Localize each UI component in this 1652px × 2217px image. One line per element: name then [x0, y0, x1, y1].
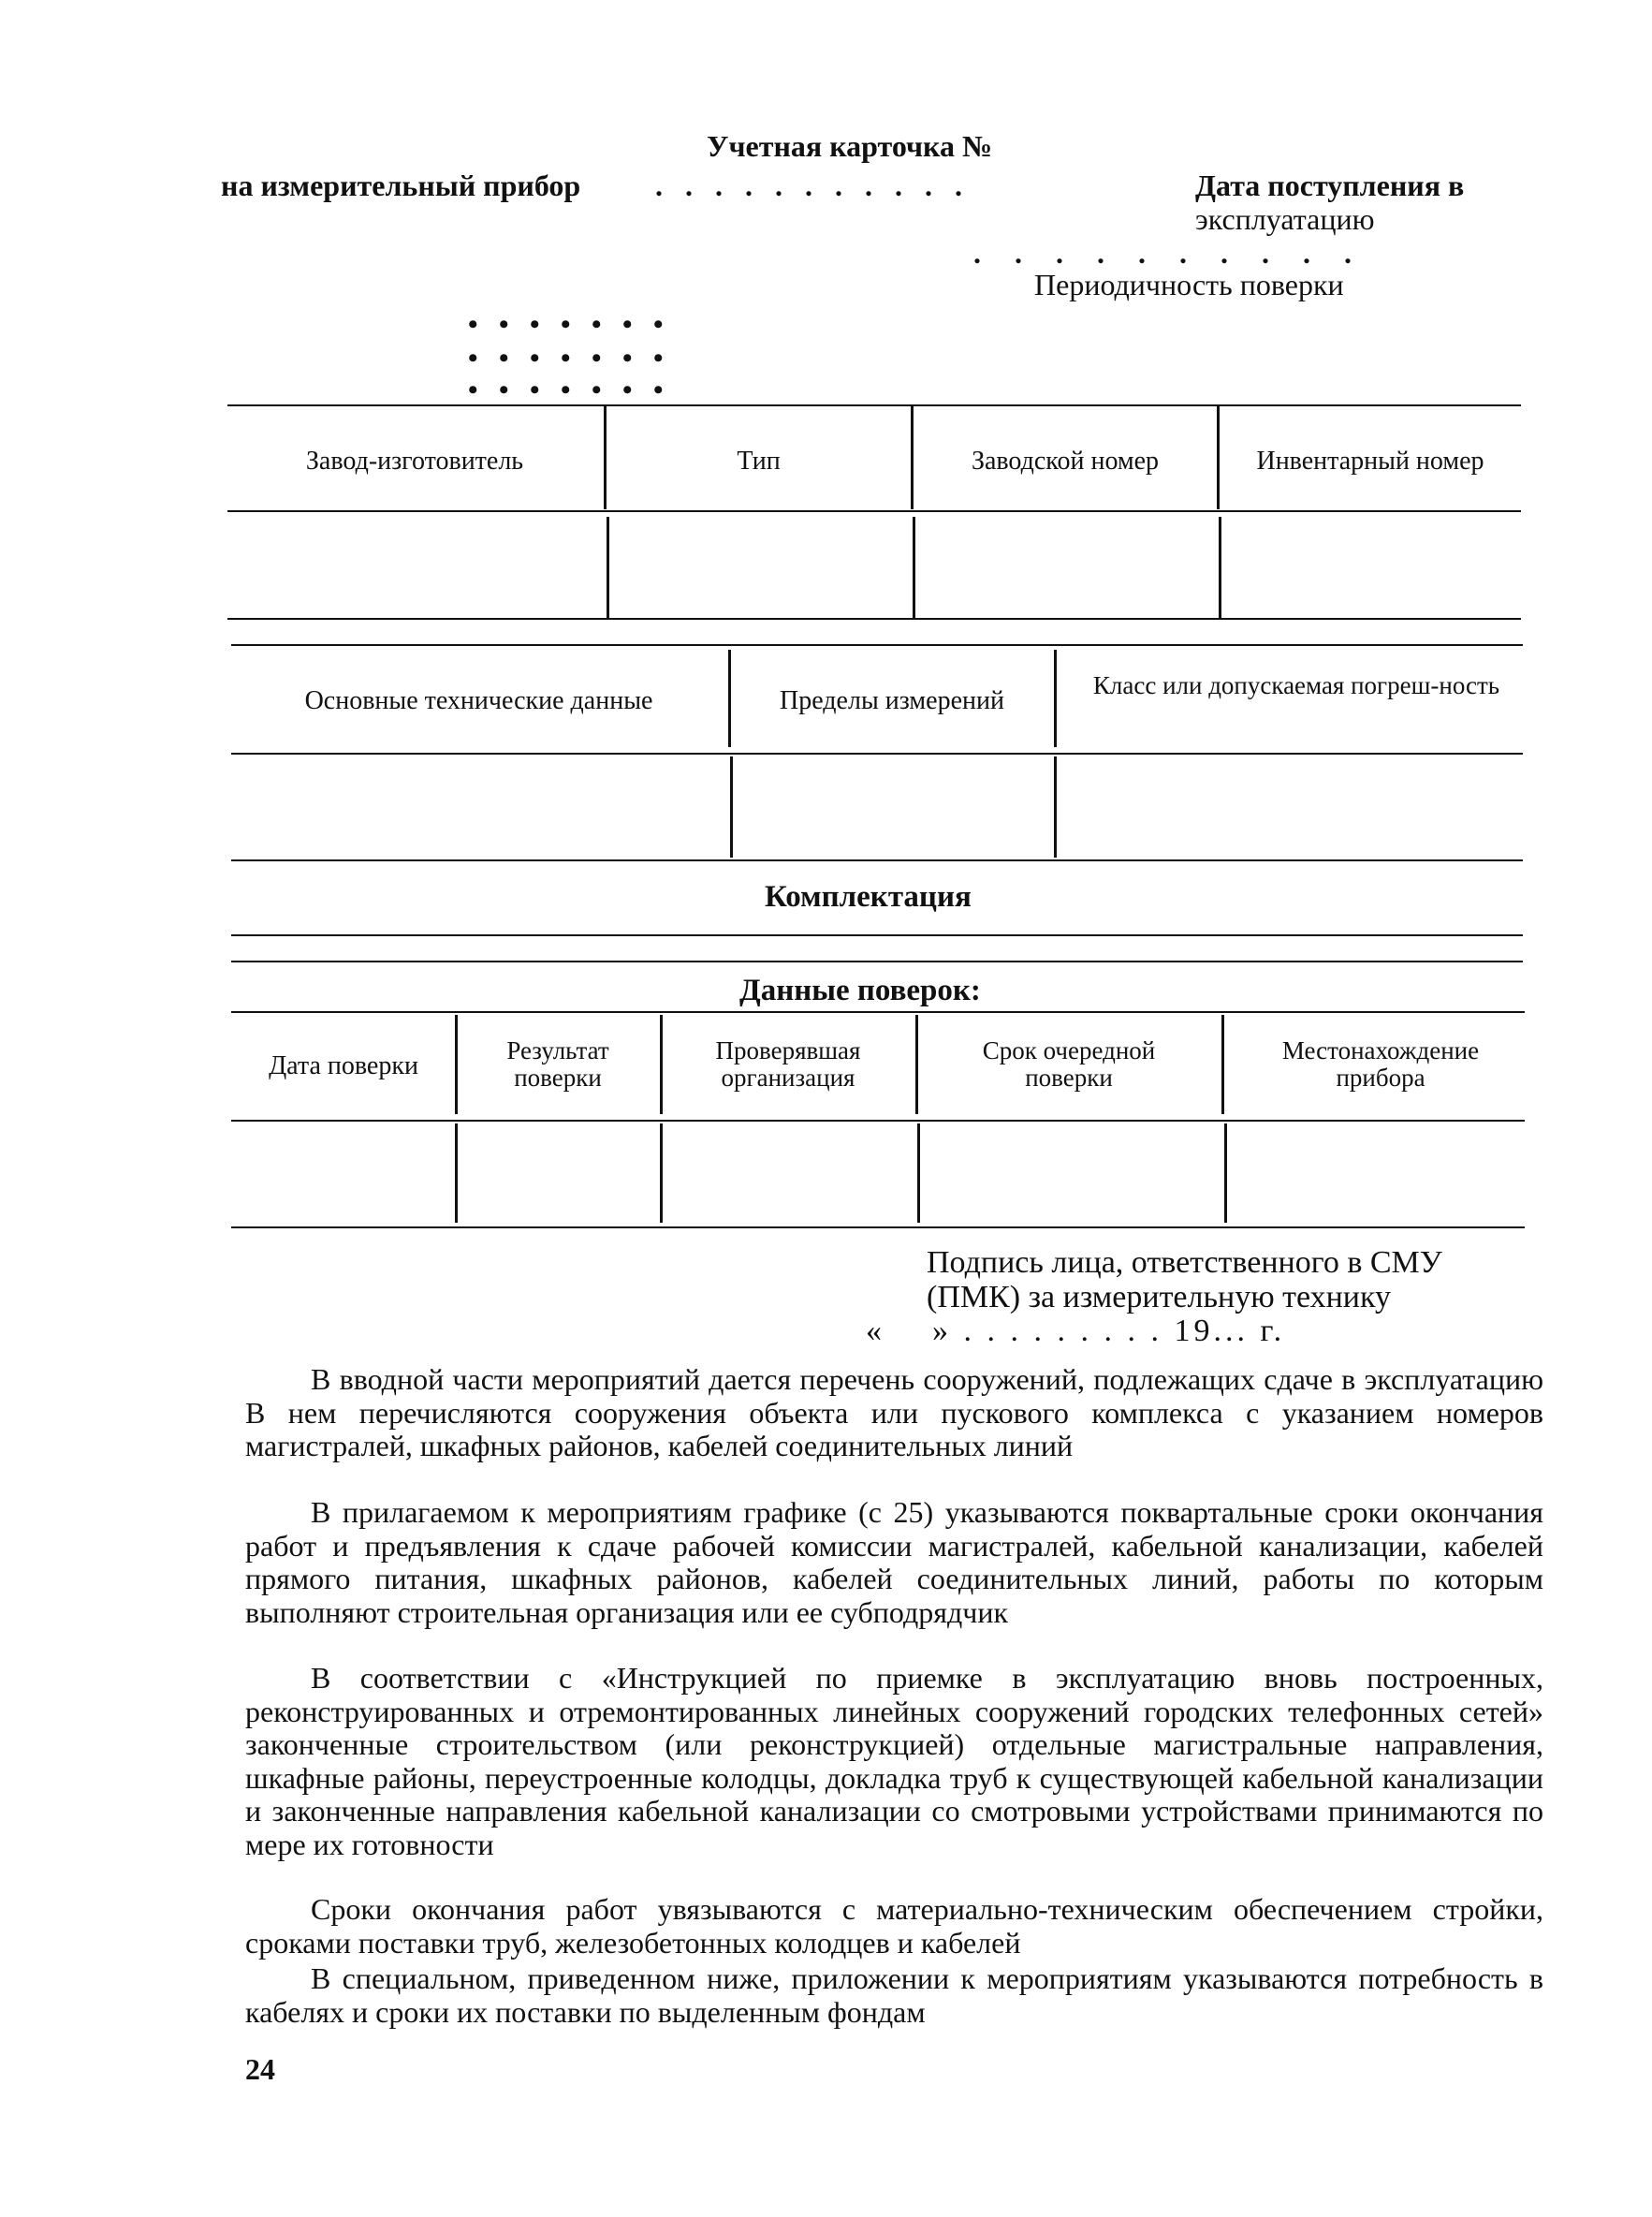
table3-header-result: Результат поверки	[506, 1036, 609, 1092]
device-dots: . . . . . . . . . . .	[655, 169, 970, 202]
table3-divider	[915, 1015, 918, 1114]
period-label: Периодичность поверки	[1034, 268, 1344, 301]
dot-grid-row-3: • • • • • • •	[468, 374, 664, 405]
table3-divider	[1224, 1123, 1227, 1223]
date-label-line2: эксплуатацию	[1195, 202, 1375, 236]
table1-divider	[913, 517, 915, 618]
device-label: на измерительный прибор	[221, 169, 581, 202]
paragraph-text: В соответствии с «Инструкцией по приемке в эксплуатацию вновь построенных, реконструированных и отремонтированных линейных сооружений городских телефонных сетей» законченные строительством (или реконструкцией) отдельные магистральные направления, шкафные районы, переустроенные колодцы, докладка труб к существующей кабельной канализации и законченные направления кабельной канализации со смотровыми устройствами принимаются по мере их готовности	[245, 1661, 1543, 1861]
paragraph	[245, 1363, 1543, 1463]
table3-header-location: Местонахождение прибора	[1281, 1036, 1480, 1092]
signature-line1: Подпись лица, ответственного в СМУ	[927, 1245, 1442, 1280]
table2-header-range: Пределы измерений	[780, 686, 1004, 715]
table2-header-specs: Основные технические данные	[304, 686, 653, 715]
table2-header-class: Класс или допускаемая погреш-ность	[1092, 671, 1500, 699]
dot-grid-row-1: • • • • • • •	[468, 309, 664, 340]
date-label-line1: Дата поступления в	[1195, 169, 1465, 202]
paragraph	[245, 1893, 1543, 1960]
dot-grid-row-2: • • • • • • •	[468, 343, 664, 374]
table2-header-rule	[231, 753, 1523, 755]
paragraph-text: Сроки окончания работ увязываются с материально-техническим обеспечением стройки, сроками поставки труб, железобетонных колодцев и кабелей	[245, 1892, 1543, 1960]
table2-divider	[1054, 650, 1057, 747]
table2-bottom-rule	[231, 859, 1523, 861]
paragraph	[245, 1962, 1543, 2029]
table1-bottom-rule	[227, 618, 1521, 620]
complect-rule	[231, 961, 1523, 962]
table1-top-rule	[227, 404, 1521, 406]
table1-divider	[607, 517, 609, 618]
signature-date-line: « » . . . . . . . . . 19... г.	[866, 1314, 1286, 1348]
paragraph-text: В прилагаемом к мероприятиям графике (с 25) указываются поквартальные сроки окончания работ и предъявления к сдаче рабочей комиссии магистралей, кабельной канализации, кабелей прямого питания, шкафных районов, кабелей соединительных линий, работы по которым выполняют строительная организация или ее субподрядчик	[245, 1495, 1543, 1629]
paragraph-text: В вводной части мероприятий дается перечень сооружений, подлежащих сдаче в эксплуатацию В нем перечисляются сооружения объекта или пускового комплекса с указанием номеров магистралей, шкафных районов, кабелей соединительных линий	[245, 1362, 1543, 1462]
signature-line2: (ПМК) за измерительную технику	[927, 1280, 1392, 1314]
table1-header-serial: Заводской номер	[971, 447, 1160, 476]
table3-divider	[660, 1015, 663, 1114]
table3-header-date: Дата поверки	[269, 1051, 418, 1080]
table1-header-type: Тип	[737, 447, 781, 476]
table3-divider	[455, 1015, 458, 1114]
table3-divider	[455, 1123, 458, 1223]
section-complect: Комплектация	[765, 880, 972, 914]
table3-header-next: Срок очередной поверки	[982, 1036, 1156, 1092]
paragraph	[245, 1496, 1543, 1629]
table3-divider	[660, 1123, 663, 1223]
table1-header-inventory: Инвентарный номер	[1256, 447, 1484, 476]
date-dots: . . . . . . . . . .	[973, 236, 1365, 270]
paragraph	[245, 1662, 1543, 1861]
table3-header-org: Проверявшая организация	[715, 1036, 861, 1092]
complect-rule	[231, 934, 1523, 936]
card-title: Учетная карточка №	[707, 129, 993, 163]
section-checks: Данные поверок:	[739, 974, 981, 1007]
table1-divider	[1219, 517, 1221, 618]
table2-top-rule	[231, 644, 1523, 646]
table3-divider	[917, 1123, 920, 1223]
page-number: 24	[245, 2052, 275, 2086]
table3-bottom-rule	[231, 1226, 1525, 1228]
table3-divider	[1221, 1015, 1224, 1114]
table3-header-rule	[231, 1120, 1525, 1122]
table2-divider	[1054, 756, 1057, 858]
table1-header-rule	[227, 510, 1521, 512]
table2-divider	[730, 756, 733, 858]
paragraph-text: В специальном, приведенном ниже, приложении к мероприятиям указываются потребность в кабелях и сроки их поставки по выделенным фондам	[245, 1961, 1543, 2029]
table1-header-manufacturer: Завод-изготовитель	[305, 447, 524, 476]
table3-top-rule	[231, 1011, 1525, 1013]
